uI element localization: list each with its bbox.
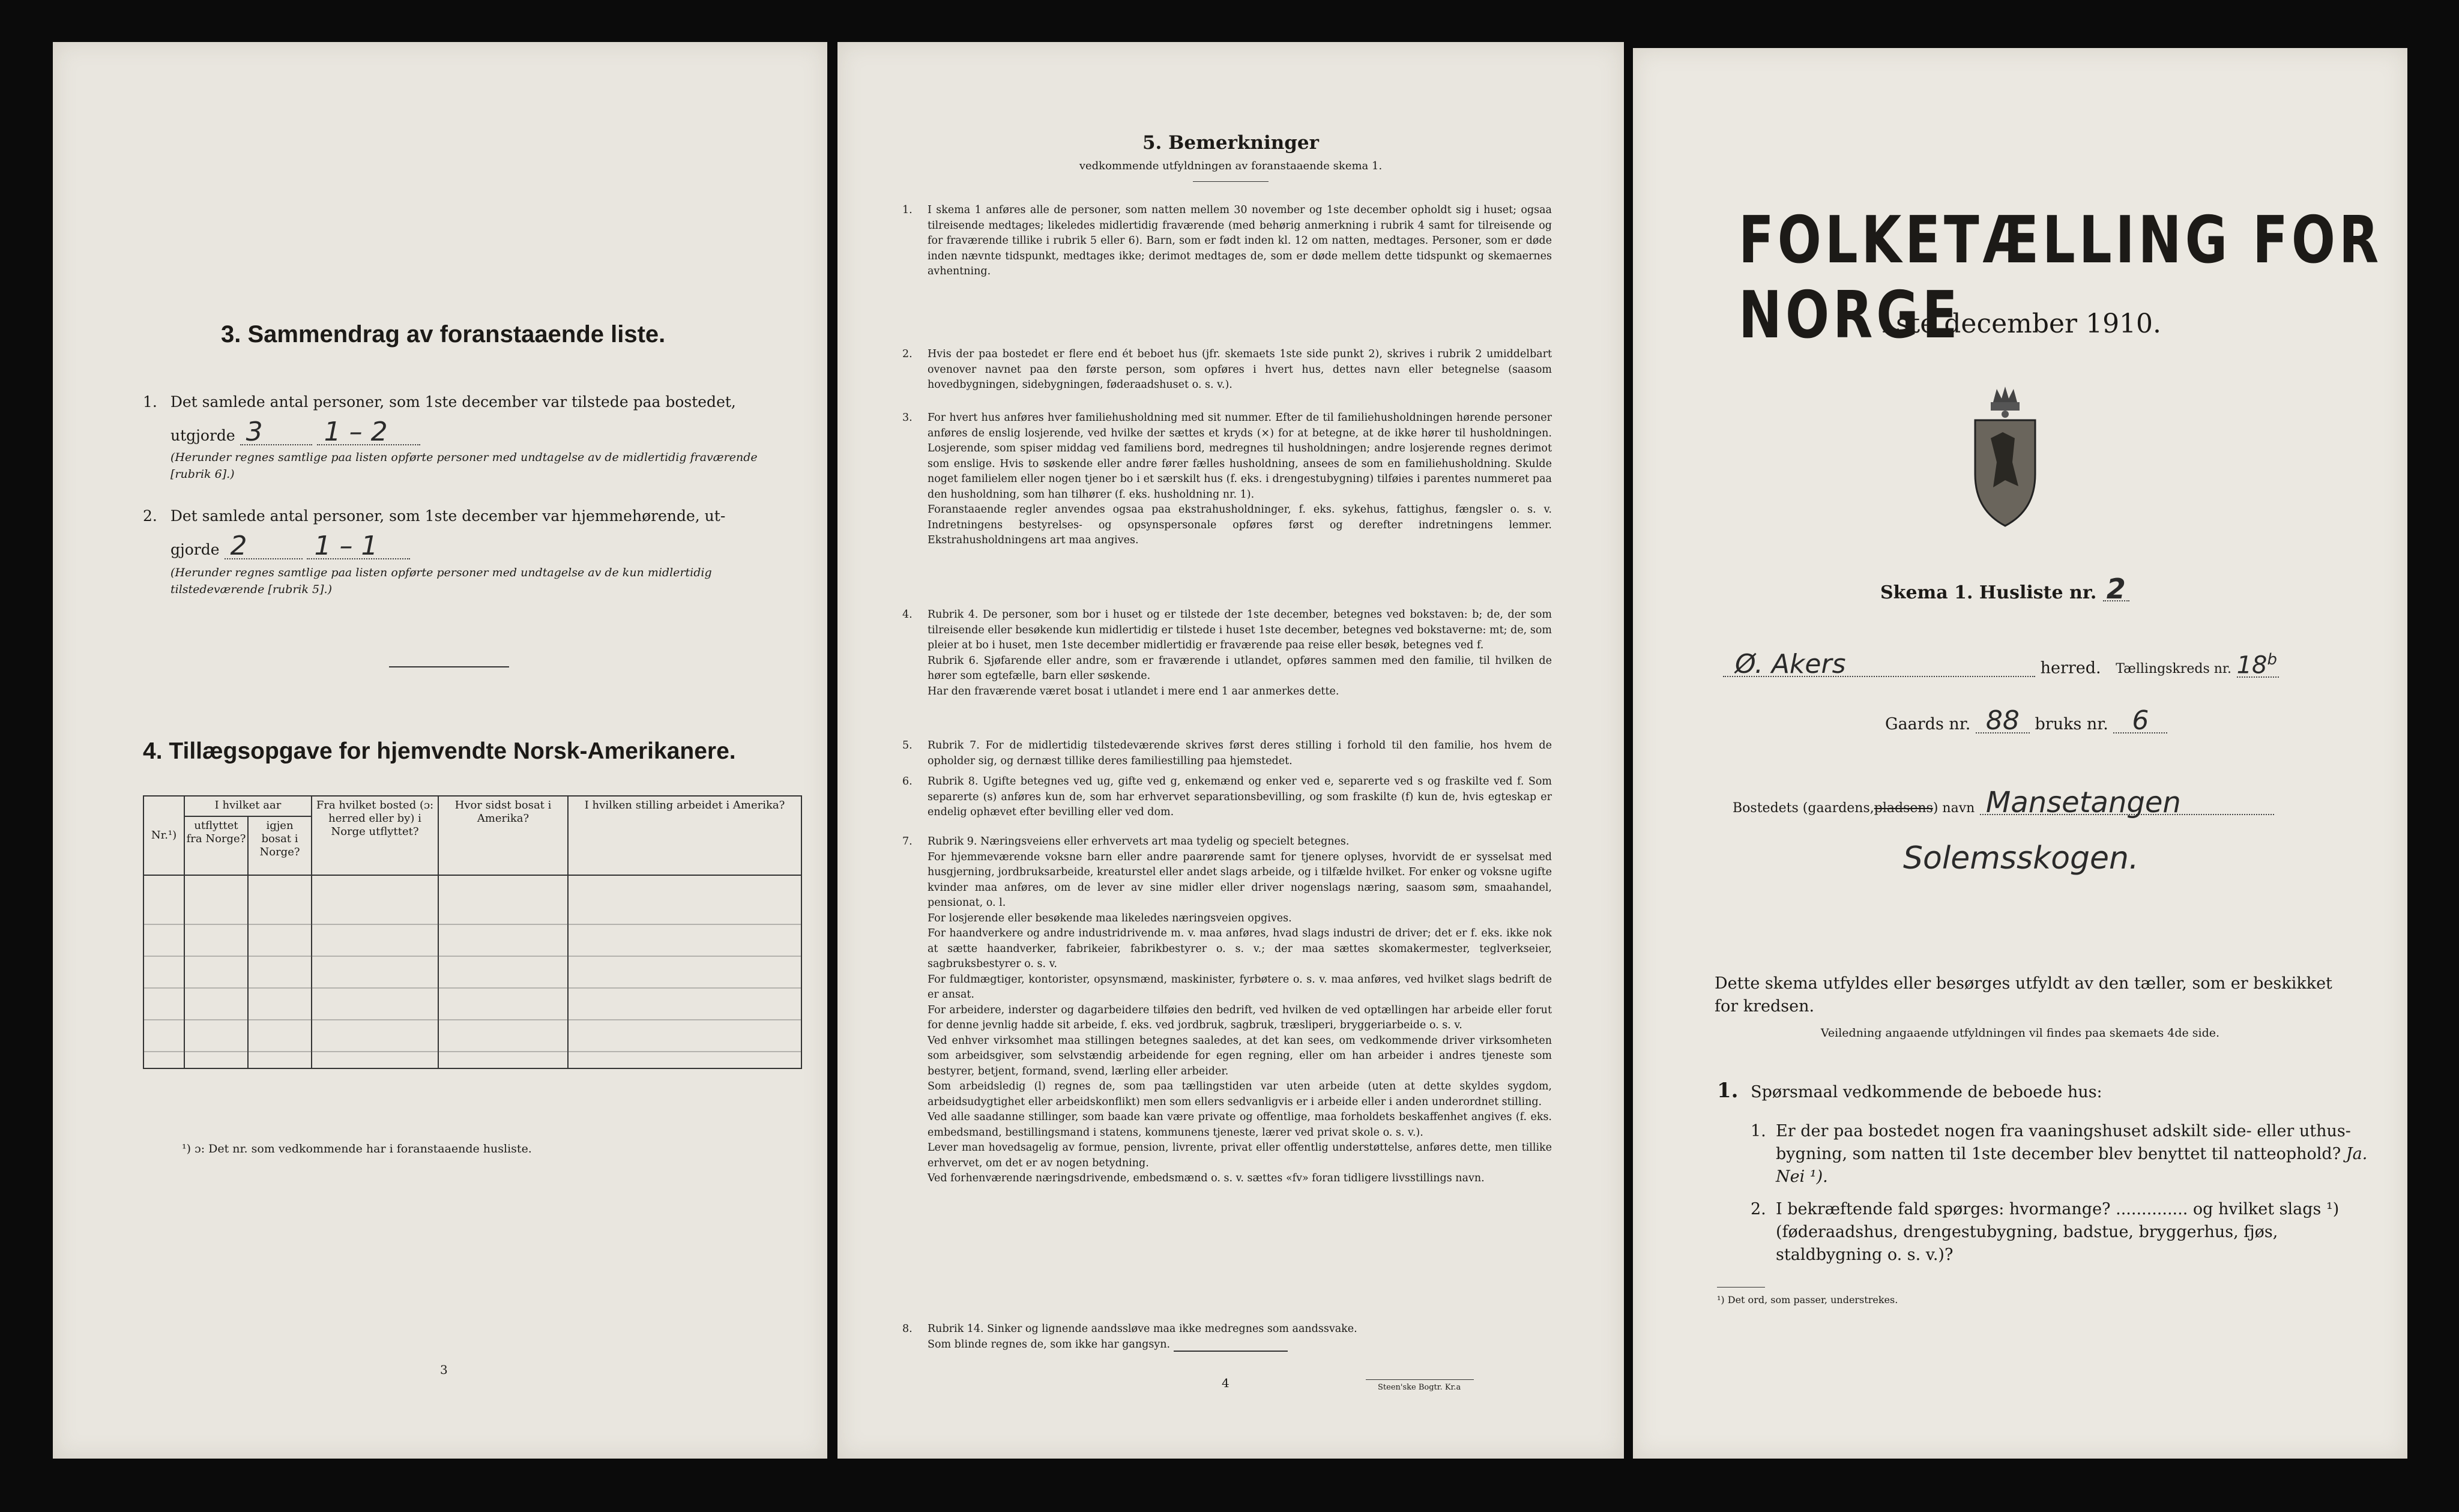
schema-label: Skema 1. Husliste nr. (1880, 582, 2097, 603)
remark-number: 6. (902, 776, 913, 788)
th-igjen: igjen bosat i Norge? (248, 816, 312, 875)
kreds-field (2237, 648, 2279, 678)
remark-text: I skema 1 anføres alle de personer, som natten mellem 30 november og 1ste december opholdt sig i huset; ogsaa tilreisende medtages; likeledes midlertidig fraværende (med behørig anmerkning i rubrik 4 samt for tilreisende og for fraværende tillike i rubrik 5 eller 6). Barn, som er født inden kl. 12 om natten, medtages. Personer, som er døde inden nævnte tidspunkt, medtages ikke; derimot medtages de, som er døde mellem dette tidspunkt og skemaernes avhentning. (928, 204, 1552, 277)
remark-number: 7. (902, 836, 913, 848)
page-3-footnote: ¹) ɔ: Det nr. som vedkommende har i foranstaaende husliste. (182, 1142, 532, 1155)
remark-number: 8. (902, 1323, 913, 1335)
kreds-label: Tællingskreds nr. (2116, 661, 2232, 677)
page-1 (1633, 48, 2407, 1459)
remark-item (902, 411, 1552, 549)
remark-item (902, 774, 1552, 821)
remark-item (902, 738, 1552, 769)
item-2-number: 2. (143, 507, 157, 525)
remark-text: Rubrik 4. De personer, som bor i huset og er tilstede der 1ste december, betegnes ved bokstaven: b; de, der som tilreisende eller besøkende kun midlertidig er tilstede i huset 1ste december, betegnes ved bokstaverne: mt; de, som pleier at bo i huset, men 1ste december midlertidig er fraværende paa reise eller besøk, betegnes ved f. Rubrik 6. Sjøfarende eller andre, som er fraværende i utlandet, opføres sammen med den familie, til hvilken de hører som egtefælle, barn eller søskende. Har den fraværende været bosat i utlandet i mere end 1 aar anmerkes dette. (928, 609, 1552, 697)
question-2 (1751, 1198, 2375, 1267)
herred-line (1723, 648, 2383, 681)
husliste-number: 2 (2103, 577, 2129, 601)
coat-of-arms-icon (1967, 384, 2044, 528)
remark-text: For hvert hus anføres hver familiehusholdning med sit nummer. Efter de til familiehusholdningen hørende personer anføres de enslig losjerende, ved hvilke der sættes et kryds (×) for at betegne, at de ikke hører til husholdningen. Losjerende, som spiser middag ved familiens bord, medregnes til husholdningen; andre losjerende regnes derimot som enslige. Hvis to søskende eller andre fører fælles husholdning, ansees de som en familiehusholdning. Skulde noget familielem eller nogen tjener bo i et særskilt hus (f. eks. i drengestubygning) tilføies i parentes nummeret paa den husholdning, som han tilhører (f. eks. husholdning nr. 1). Foranstaaende regler anvendes ogsaa paa ekstrahusholdninger, f. eks. sykehus, fattighus, fængsler o. s. v. Indretningens bestyrelses- og opsynspersonale opføres først og derefter indretningens lemmer. Ekstrahusholdningens art maa angives. (928, 412, 1552, 546)
table-row-lines (144, 893, 801, 1083)
remarks-heading: 5. Bemerkninger (1142, 132, 1319, 154)
question-1-number: 1. (1751, 1122, 1766, 1140)
question-2-number: 2. (1751, 1200, 1766, 1218)
instruction-small: Veiledning angaaende utfyldningen vil findes paa skemaets 4de side. (1820, 1026, 2220, 1040)
page-4-number: 4 (1222, 1376, 1230, 1390)
questions-heading-number: 1. (1717, 1079, 1739, 1103)
th-stilling: I hvilken stilling arbeidet i Amerika? (568, 796, 801, 875)
item-1-utgjorde-line (170, 417, 771, 448)
remark-text: Rubrik 7. For de midlertidig tilstedeværende skrives først deres stilling i forhold til den familie, hos hvem de opholder sig, og dernæst tillike deres familiestilling paa hjemstedet. (928, 739, 1552, 767)
herred-label: herred. (2040, 658, 2101, 678)
remark-item (902, 347, 1552, 393)
divider (389, 666, 509, 667)
gaards-value: 88 (1976, 709, 2030, 733)
section-3-title: 3. Sammendrag av foranstaaende liste. (221, 321, 666, 348)
remark-number: 3. (902, 412, 913, 424)
questions-heading (1717, 1079, 2102, 1104)
remark-item (902, 1322, 1552, 1352)
remark-number: 2. (902, 348, 913, 360)
item-2-value: 2 (225, 534, 303, 559)
bruks-value: 6 (2113, 709, 2167, 733)
printer-mark: Steen'ske Bogtr. Kr.a (1378, 1383, 1461, 1392)
item-1-value: 3 (240, 420, 312, 445)
bottom-rule (1174, 1351, 1288, 1352)
remark-number: 1. (902, 204, 913, 216)
question-2-text: I bekræftende fald spørges: hvormange? .............. og hvilket slags ¹) (føderaadshus, drengestubygning, badstue, bryggerhus, fjøs, staldbygning o. s. v.)? (1776, 1200, 2340, 1264)
remark-item (902, 834, 1552, 1187)
heading-rule (1193, 181, 1269, 182)
summary-item-2 (143, 504, 803, 528)
footnote-rule (1717, 1287, 1765, 1288)
bosted-value-2: Solemsskogen. (1903, 840, 2139, 876)
item-1-note: (Herunder regnes samtlige paa listen opførte personer med undtagelse av de midlertidig fraværende [rubrik 6].) (170, 451, 758, 481)
page-1-footnote: ¹) Det ord, som passer, understrekes. (1717, 1294, 1898, 1306)
page-4 (837, 42, 1624, 1459)
section-4-title: 4. Tillægsopgave for hjemvendte Norsk-Amerikanere. (143, 738, 736, 764)
remarks-subheading: vedkommende utfyldningen av foranstaaende skema 1. (1079, 160, 1383, 172)
gaards-label: Gaards nr. (1885, 715, 1971, 733)
questions-heading-text: Spørsmaal vedkommende de beboede hus: (1751, 1083, 2102, 1101)
question-1 (1751, 1120, 2375, 1188)
bosted-line (1733, 786, 2274, 820)
bosted-value: Mansetangen (1980, 791, 2274, 815)
item-1-number: 1. (143, 393, 157, 411)
item-1-breakdown: 1 – 2 (317, 420, 420, 445)
schema-line (1880, 573, 2129, 605)
remark-number: 5. (902, 739, 913, 751)
item-1-text: Det samlede antal personer, som 1ste december var tilstede paa bostedet, (170, 393, 736, 411)
bosted-label-struck: pladsens (1874, 801, 1933, 816)
question-1-answer: Ja. Nei ¹). (1776, 1145, 2368, 1186)
herred-value: Ø. Akers (1723, 653, 2035, 677)
item-2-text: Det samlede antal personer, som 1ste december var hjemmehørende, ut- (170, 507, 726, 525)
question-1-text: Er der paa bostedet nogen fra vaaningshuset adskilt side- eller uthus-bygning, som natten til 1ste december blev benyttet til natteophold? (1776, 1122, 2351, 1163)
page-3-number: 3 (440, 1363, 448, 1377)
remark-text: Rubrik 9. Næringsveiens eller erhvervets art maa tydelig og specielt betegnes. For hjemmeværende voksne barn eller andre paarørende samt for tjenere oplyses, hvorvidt de er sysselsat med husgjerning, jordbruksarbeide, kreaturstel eller andet slags arbeide, og i tilfælde hvilket. For enker og voksne ugifte kvinder maa anføres, om de lever av sine midler eller driver nogenslags næring, saasom søm, smaahandel, pensionat, o. l. For losjerende eller besøkende maa likeledes næringsveien opgives. For haandverkere og andre industridrivende m. v. maa anføres, hvad slags industri de driver; det er f. eks. ikke nok at sætte haandverker, fabrikeier, fabrikbestyrer o. s. v.; der maa sættes skomakermester, teglverkseier, sagbruksbestyrer o. s. v. For fuldmægtiger, kontorister, opsynsmænd, maskinister, fyrbøtere o. s. v. maa anføres, ved hvilket slags bedrift de er ansat. For arbeidere, inderster og dagarbeidere tilføies den bedrift, ved hvilken de ved optællingen har arbeide eller forut for denne jevnlig hadde sit arbeide, f. eks. ved jordbruk, sagbruk, træsliperi, bryggeriarbeide o. s. v. Ved enhver virksomhet maa stillingen betegnes saaledes, at det kan sees, om vedkommende driver virksomheten som arbeidsgiver, som selvstændig arbeidende for egen regning, eller om han arbeider i andres tjeneste som bestyrer, betjent, formand, svend, lærling eller arbeider. Som arbeidsledig (l) regnes de, som paa tællingstiden var uten arbeide (uten at dette skyldes sygdom, arbeidsudygtighet eller arbeidskonflikt) men som ellers sedvanligvis er i arbeide eller i anden underordnet stilling. Ved alle saadanne stillinger, som baade kan være private og offentlige, maa forholdets beskaffenhet angives (f. eks. embedsmand, bestillingsmand i statens, kommunens tjeneste, lærer ved privat skole o. s. v.). Lever man hovedsagelig av formue, pension, livrente, privat eller offentlig understøttelse, anføres dette, men tillike erhvervet, om det er av nogen betydning. Ved forhenværende næringsdrivende, embedsmænd o. s. v. sættes «fv» foran tidligere livsstillings navn. (928, 836, 1552, 1184)
remark-item (902, 607, 1552, 699)
instruction-text: Dette skema utfyldes eller besørges utfyldt av den tæller, som er beskikket for kredsen. (1715, 974, 2332, 1016)
kreds-suffix: b (2267, 651, 2278, 669)
item-2-gjorde-label: gjorde (170, 541, 220, 558)
summary-item-1 (143, 390, 803, 414)
item-1-utgjorde-label: utgjorde (170, 427, 235, 444)
remark-number: 4. (902, 609, 913, 621)
item-2-gjorde-line (170, 531, 771, 562)
item-2-note: (Herunder regnes samtlige paa listen opførte personer med undtagelse av de kun midlertidig tilstedeværende [rubrik 5].) (170, 566, 712, 596)
bosted-label-prefix: Bostedets (gaardens, (1733, 801, 1874, 816)
kreds-value: 18 (2236, 651, 2267, 679)
bosted-label-suffix: ) navn (1933, 801, 1975, 816)
remark-text: Hvis der paa bostedet er flere end ét beboet hus (jfr. skemaets 1ste side punkt 2), skrives i rubrik 2 umiddelbart ovenover navnet paa den første person, som opføres i hvert hus, dettes navn eller betegnelse (saasom hovedbygningen, sidebygningen, føderaadshuset o. s. v.). (928, 348, 1552, 391)
census-title: FOLKETÆLLING FOR NORGE (1739, 203, 2383, 353)
gaards-line (1885, 705, 2167, 736)
page-3 (53, 42, 827, 1459)
bruks-label: bruks nr. (2035, 715, 2108, 733)
remark-text: Rubrik 14. Sinker og lignende aandssløve maa ikke medregnes som aandssvake. Som blinde regnes de, som ikke har gangsyn. (928, 1323, 1357, 1351)
remark-text: Rubrik 8. Ugifte betegnes ved ug, gifte ved g, enkemænd og enker ved e, separerte ved s og fraskilte ved f. Som separerte (s) anføres kun de, som har erhvervet separationsbevilling, og som fraskilte (f) kun de, hvis egteskap er endelig ophævet efter bevilling eller ved dom. (928, 776, 1552, 818)
th-utflyttet: utflyttet fra Norge? (184, 816, 248, 875)
remark-item (902, 203, 1552, 280)
item-2-breakdown: 1 – 1 (307, 534, 410, 559)
th-nr: Nr.¹) (143, 796, 184, 875)
th-sidst-bosat: Hvor sidst bosat i Amerika? (438, 796, 568, 875)
th-fra-bosted: Fra hvilket bosted (ɔ: herred eller by) i Norge utflyttet? (312, 796, 438, 875)
census-date: 1ste december 1910. (1878, 309, 2162, 339)
th-aar-group: I hvilket aar (184, 796, 312, 816)
printer-rule (1366, 1379, 1474, 1380)
